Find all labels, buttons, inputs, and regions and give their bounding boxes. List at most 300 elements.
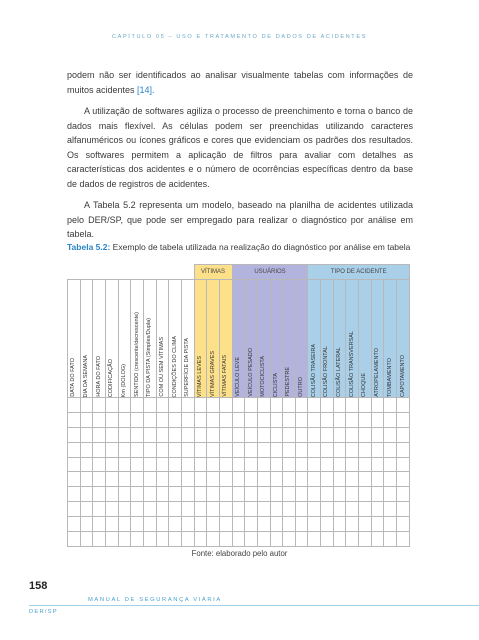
table-cell[interactable] bbox=[156, 398, 169, 413]
table-cell[interactable] bbox=[270, 457, 283, 472]
table-cell[interactable] bbox=[321, 427, 334, 442]
table-cell[interactable] bbox=[169, 412, 182, 427]
table-cell[interactable] bbox=[371, 517, 384, 532]
table-cell[interactable] bbox=[346, 472, 359, 487]
table-cell[interactable] bbox=[169, 487, 182, 502]
table-cell[interactable] bbox=[156, 442, 169, 457]
table-cell[interactable] bbox=[219, 517, 232, 532]
table-cell[interactable] bbox=[68, 517, 81, 532]
table-cell[interactable] bbox=[295, 532, 308, 547]
column-header bbox=[143, 280, 156, 398]
table-cell[interactable] bbox=[245, 472, 258, 487]
table-cell[interactable] bbox=[371, 487, 384, 502]
table-cell[interactable] bbox=[80, 442, 93, 457]
table-cell[interactable] bbox=[232, 412, 245, 427]
table-cell[interactable] bbox=[181, 442, 194, 457]
paragraph-2 bbox=[67, 104, 413, 192]
table-cell[interactable] bbox=[283, 457, 296, 472]
table-cell[interactable] bbox=[283, 517, 296, 532]
table-cell[interactable] bbox=[232, 472, 245, 487]
table-cell[interactable] bbox=[105, 472, 118, 487]
table-cell[interactable] bbox=[118, 517, 131, 532]
table-cell[interactable] bbox=[80, 472, 93, 487]
table-cell[interactable] bbox=[207, 502, 220, 517]
table-cell[interactable] bbox=[143, 532, 156, 547]
table-cell[interactable] bbox=[93, 412, 106, 427]
table-cell[interactable] bbox=[105, 427, 118, 442]
table-cell[interactable] bbox=[143, 442, 156, 457]
table-cell[interactable] bbox=[219, 398, 232, 413]
table-cell[interactable] bbox=[397, 442, 410, 457]
table-cell[interactable] bbox=[93, 502, 106, 517]
table-cell[interactable] bbox=[333, 412, 346, 427]
table-cell[interactable] bbox=[283, 427, 296, 442]
table-cell[interactable] bbox=[333, 398, 346, 413]
table-cell[interactable] bbox=[232, 517, 245, 532]
table-cell[interactable] bbox=[371, 532, 384, 547]
table-cell[interactable] bbox=[359, 457, 372, 472]
table-cell[interactable] bbox=[295, 472, 308, 487]
table-caption-text: Exemplo de tabela utilizada na realização do diagnóstico por análise em tabela bbox=[110, 242, 411, 252]
table-cell[interactable] bbox=[371, 502, 384, 517]
table-cell[interactable] bbox=[308, 502, 321, 517]
table-cell[interactable] bbox=[105, 457, 118, 472]
table-cell[interactable] bbox=[321, 472, 334, 487]
table-cell[interactable] bbox=[68, 427, 81, 442]
table-cell[interactable] bbox=[93, 517, 106, 532]
table-cell[interactable] bbox=[359, 412, 372, 427]
table-cell[interactable] bbox=[156, 487, 169, 502]
table-cell[interactable] bbox=[245, 442, 258, 457]
table-cell[interactable] bbox=[346, 457, 359, 472]
table-cell[interactable] bbox=[131, 457, 144, 472]
table-cell[interactable] bbox=[105, 412, 118, 427]
table-cell[interactable] bbox=[194, 427, 207, 442]
table-cell[interactable] bbox=[346, 412, 359, 427]
table-cell[interactable] bbox=[384, 532, 397, 547]
table-cell[interactable] bbox=[68, 457, 81, 472]
table-cell[interactable] bbox=[93, 472, 106, 487]
column-header-label: COLISÃO FRONTAL bbox=[323, 345, 330, 397]
column-header bbox=[93, 280, 106, 398]
table-cell[interactable] bbox=[257, 532, 270, 547]
table-cell[interactable] bbox=[321, 457, 334, 472]
table-row bbox=[68, 472, 410, 487]
table-cell[interactable] bbox=[181, 412, 194, 427]
table-cell[interactable] bbox=[105, 487, 118, 502]
table-cell[interactable] bbox=[397, 487, 410, 502]
table-cell[interactable] bbox=[143, 487, 156, 502]
table-cell[interactable] bbox=[194, 457, 207, 472]
table-cell[interactable] bbox=[80, 517, 93, 532]
table-cell[interactable] bbox=[80, 487, 93, 502]
table-cell[interactable] bbox=[384, 442, 397, 457]
table-cell[interactable] bbox=[308, 472, 321, 487]
table-cell[interactable] bbox=[333, 517, 346, 532]
table-cell[interactable] bbox=[397, 398, 410, 413]
table-cell[interactable] bbox=[118, 442, 131, 457]
table-cell[interactable] bbox=[308, 442, 321, 457]
table-cell[interactable] bbox=[207, 517, 220, 532]
table-cell[interactable] bbox=[295, 442, 308, 457]
table-cell[interactable] bbox=[333, 442, 346, 457]
table-cell[interactable] bbox=[308, 398, 321, 413]
table-cell[interactable] bbox=[219, 532, 232, 547]
paragraph-1 bbox=[67, 68, 413, 97]
table-cell[interactable] bbox=[131, 472, 144, 487]
table-cell[interactable] bbox=[143, 457, 156, 472]
table-cell[interactable] bbox=[257, 457, 270, 472]
table-cell[interactable] bbox=[131, 502, 144, 517]
table-cell[interactable] bbox=[181, 398, 194, 413]
table-cell[interactable] bbox=[207, 398, 220, 413]
table-cell[interactable] bbox=[68, 412, 81, 427]
table-cell[interactable] bbox=[169, 457, 182, 472]
table-cell[interactable] bbox=[80, 412, 93, 427]
table-cell[interactable] bbox=[257, 487, 270, 502]
table-cell[interactable] bbox=[384, 472, 397, 487]
table-cell[interactable] bbox=[257, 472, 270, 487]
table-cell[interactable] bbox=[371, 442, 384, 457]
table-cell[interactable] bbox=[68, 502, 81, 517]
table-cell[interactable] bbox=[181, 487, 194, 502]
table-cell[interactable] bbox=[308, 532, 321, 547]
table-cell[interactable] bbox=[131, 517, 144, 532]
table-cell[interactable] bbox=[194, 472, 207, 487]
column-header-label: CODIFICAÇÃO bbox=[108, 358, 115, 397]
table-cell[interactable] bbox=[308, 517, 321, 532]
table-cell[interactable] bbox=[245, 517, 258, 532]
table-cell[interactable] bbox=[93, 487, 106, 502]
column-header-label: CONDIÇÕES DO CLIMA bbox=[171, 335, 178, 397]
table-cell[interactable] bbox=[397, 472, 410, 487]
table-cell[interactable] bbox=[384, 502, 397, 517]
table-cell[interactable] bbox=[384, 457, 397, 472]
table-source: Fonte: elaborado pelo autor bbox=[191, 549, 288, 558]
table-cell[interactable] bbox=[397, 517, 410, 532]
table-cell[interactable] bbox=[80, 502, 93, 517]
table-cell[interactable] bbox=[181, 457, 194, 472]
table-cell[interactable] bbox=[219, 502, 232, 517]
table-cell[interactable] bbox=[308, 457, 321, 472]
table-cell[interactable] bbox=[321, 487, 334, 502]
table-cell[interactable] bbox=[257, 412, 270, 427]
table-cell[interactable] bbox=[384, 412, 397, 427]
table-cell[interactable] bbox=[194, 517, 207, 532]
table-cell[interactable] bbox=[384, 427, 397, 442]
table-cell[interactable] bbox=[80, 457, 93, 472]
column-header bbox=[295, 280, 308, 398]
column-header bbox=[333, 280, 346, 398]
table-cell[interactable] bbox=[295, 487, 308, 502]
table-cell[interactable] bbox=[156, 502, 169, 517]
table-cell[interactable] bbox=[333, 502, 346, 517]
table-cell[interactable] bbox=[245, 398, 258, 413]
table-cell[interactable] bbox=[219, 442, 232, 457]
table-cell[interactable] bbox=[156, 532, 169, 547]
table-cell[interactable] bbox=[156, 472, 169, 487]
table-cell[interactable] bbox=[68, 398, 81, 413]
table-cell[interactable] bbox=[93, 442, 106, 457]
table-cell[interactable] bbox=[257, 398, 270, 413]
table-cell[interactable] bbox=[295, 412, 308, 427]
table-cell[interactable] bbox=[346, 517, 359, 532]
column-header bbox=[118, 280, 131, 398]
table-cell[interactable] bbox=[283, 487, 296, 502]
table-cell[interactable] bbox=[321, 532, 334, 547]
table-cell[interactable] bbox=[80, 398, 93, 413]
table-cell[interactable] bbox=[207, 532, 220, 547]
table-cell[interactable] bbox=[308, 487, 321, 502]
table-cell[interactable] bbox=[118, 427, 131, 442]
table-cell[interactable] bbox=[207, 487, 220, 502]
table-cell[interactable] bbox=[245, 502, 258, 517]
table-cell[interactable] bbox=[371, 472, 384, 487]
table-cell[interactable] bbox=[156, 457, 169, 472]
table-cell[interactable] bbox=[181, 427, 194, 442]
table-cell[interactable] bbox=[359, 472, 372, 487]
table-cell[interactable] bbox=[169, 427, 182, 442]
table-cell[interactable] bbox=[371, 457, 384, 472]
table-cell[interactable] bbox=[219, 427, 232, 442]
table-cell[interactable] bbox=[308, 427, 321, 442]
table-cell[interactable] bbox=[194, 412, 207, 427]
table-cell[interactable] bbox=[359, 532, 372, 547]
table-cell[interactable] bbox=[156, 412, 169, 427]
table-cell[interactable] bbox=[397, 502, 410, 517]
table-cell[interactable] bbox=[131, 532, 144, 547]
table-cell[interactable] bbox=[143, 412, 156, 427]
table-cell[interactable] bbox=[371, 412, 384, 427]
table-cell[interactable] bbox=[257, 442, 270, 457]
table-cell[interactable] bbox=[333, 427, 346, 442]
table-row bbox=[68, 442, 410, 457]
group-accident-type: TIPO DE ACIDENTE bbox=[308, 265, 410, 280]
table-cell[interactable] bbox=[181, 472, 194, 487]
table-cell[interactable] bbox=[105, 532, 118, 547]
column-header bbox=[308, 280, 321, 398]
table-cell[interactable] bbox=[207, 442, 220, 457]
table-cell[interactable] bbox=[283, 398, 296, 413]
table-cell[interactable] bbox=[245, 427, 258, 442]
table-cell[interactable] bbox=[169, 442, 182, 457]
table-cell[interactable] bbox=[169, 517, 182, 532]
table-cell[interactable] bbox=[207, 412, 220, 427]
table-cell[interactable] bbox=[384, 398, 397, 413]
table-cell[interactable] bbox=[232, 442, 245, 457]
table-row bbox=[68, 427, 410, 442]
table-cell[interactable] bbox=[295, 502, 308, 517]
table-cell[interactable] bbox=[143, 398, 156, 413]
table-cell[interactable] bbox=[181, 532, 194, 547]
table-cell[interactable] bbox=[118, 472, 131, 487]
table-cell[interactable] bbox=[397, 412, 410, 427]
table-cell[interactable] bbox=[308, 412, 321, 427]
table-cell[interactable] bbox=[232, 427, 245, 442]
table-cell[interactable] bbox=[232, 532, 245, 547]
column-header-label: DATA DO FATO bbox=[70, 358, 77, 397]
table-cell[interactable] bbox=[207, 457, 220, 472]
table-cell[interactable] bbox=[143, 502, 156, 517]
table-cell[interactable] bbox=[169, 472, 182, 487]
table-cell[interactable] bbox=[169, 502, 182, 517]
column-header-label: COLISÃO TRASEIRA bbox=[310, 343, 317, 397]
table-cell[interactable] bbox=[143, 517, 156, 532]
table-cell[interactable] bbox=[219, 487, 232, 502]
column-header-label: VEÍCULO PESADO bbox=[247, 348, 254, 397]
table-cell[interactable] bbox=[207, 472, 220, 487]
table-cell[interactable] bbox=[245, 412, 258, 427]
table-cell[interactable] bbox=[131, 412, 144, 427]
table-cell[interactable] bbox=[93, 457, 106, 472]
column-header bbox=[371, 280, 384, 398]
table-cell[interactable] bbox=[359, 442, 372, 457]
table-cell[interactable] bbox=[194, 487, 207, 502]
table-cell[interactable] bbox=[321, 412, 334, 427]
table-cell[interactable] bbox=[80, 427, 93, 442]
table-cell[interactable] bbox=[346, 442, 359, 457]
column-header bbox=[270, 280, 283, 398]
table-cell[interactable] bbox=[295, 517, 308, 532]
table-cell[interactable] bbox=[359, 517, 372, 532]
table-cell[interactable] bbox=[118, 532, 131, 547]
table-cell[interactable] bbox=[346, 427, 359, 442]
table-cell[interactable] bbox=[194, 502, 207, 517]
table-cell[interactable] bbox=[68, 472, 81, 487]
table-cell[interactable] bbox=[257, 502, 270, 517]
table-cell[interactable] bbox=[321, 502, 334, 517]
table-cell[interactable] bbox=[295, 398, 308, 413]
table-cell[interactable] bbox=[333, 457, 346, 472]
table-cell[interactable] bbox=[384, 487, 397, 502]
table-cell[interactable] bbox=[118, 487, 131, 502]
table-cell[interactable] bbox=[283, 412, 296, 427]
table-cell[interactable] bbox=[93, 398, 106, 413]
table-cell[interactable] bbox=[245, 532, 258, 547]
table-cell[interactable] bbox=[346, 398, 359, 413]
table-cell[interactable] bbox=[283, 472, 296, 487]
table-cell[interactable] bbox=[194, 398, 207, 413]
table-cell[interactable] bbox=[181, 502, 194, 517]
table-cell[interactable] bbox=[207, 427, 220, 442]
table-cell[interactable] bbox=[321, 517, 334, 532]
table-cell[interactable] bbox=[257, 517, 270, 532]
table-cell[interactable] bbox=[371, 427, 384, 442]
table-cell[interactable] bbox=[194, 532, 207, 547]
table-cell[interactable] bbox=[169, 532, 182, 547]
table-cell[interactable] bbox=[384, 517, 397, 532]
table-cell[interactable] bbox=[321, 398, 334, 413]
table-cell[interactable] bbox=[283, 532, 296, 547]
table-cell[interactable] bbox=[245, 457, 258, 472]
table-cell[interactable] bbox=[346, 502, 359, 517]
table-cell[interactable] bbox=[270, 398, 283, 413]
table-cell[interactable] bbox=[68, 487, 81, 502]
table-cell[interactable] bbox=[105, 517, 118, 532]
table-cell[interactable] bbox=[118, 398, 131, 413]
table-cell[interactable] bbox=[181, 517, 194, 532]
table-cell[interactable] bbox=[169, 398, 182, 413]
column-header-label: OUTRO bbox=[298, 377, 305, 397]
table-cell[interactable] bbox=[143, 472, 156, 487]
table-cell[interactable] bbox=[397, 532, 410, 547]
table-cell[interactable] bbox=[295, 427, 308, 442]
table-cell[interactable] bbox=[270, 412, 283, 427]
table-cell[interactable] bbox=[118, 457, 131, 472]
table-cell[interactable] bbox=[333, 487, 346, 502]
column-header bbox=[105, 280, 118, 398]
table-cell[interactable] bbox=[359, 427, 372, 442]
table-cell[interactable] bbox=[219, 472, 232, 487]
table-cell[interactable] bbox=[346, 532, 359, 547]
column-header bbox=[359, 280, 372, 398]
table-cell[interactable] bbox=[232, 487, 245, 502]
table-cell[interactable] bbox=[371, 398, 384, 413]
table-cell[interactable] bbox=[232, 398, 245, 413]
table-cell[interactable] bbox=[194, 442, 207, 457]
table-cell[interactable] bbox=[283, 502, 296, 517]
table-cell[interactable] bbox=[257, 427, 270, 442]
table-cell[interactable] bbox=[131, 427, 144, 442]
table-cell[interactable] bbox=[397, 427, 410, 442]
table-cell[interactable] bbox=[105, 442, 118, 457]
group-blank bbox=[68, 265, 195, 280]
table-cell[interactable] bbox=[346, 487, 359, 502]
table-cell[interactable] bbox=[219, 412, 232, 427]
table-cell[interactable] bbox=[118, 502, 131, 517]
reference-link[interactable]: [14]. bbox=[137, 84, 155, 95]
table-cell[interactable] bbox=[359, 487, 372, 502]
table-cell[interactable] bbox=[359, 502, 372, 517]
table-cell[interactable] bbox=[321, 442, 334, 457]
table-cell[interactable] bbox=[80, 532, 93, 547]
table-cell[interactable] bbox=[156, 427, 169, 442]
column-header-label: VÍTIMAS GRAVES bbox=[209, 350, 216, 397]
table-cell[interactable] bbox=[105, 398, 118, 413]
table-cell[interactable] bbox=[359, 398, 372, 413]
table-cell[interactable] bbox=[295, 457, 308, 472]
table-cell[interactable] bbox=[105, 502, 118, 517]
table-cell[interactable] bbox=[118, 412, 131, 427]
table-cell[interactable] bbox=[131, 398, 144, 413]
table-cell[interactable] bbox=[270, 442, 283, 457]
table-cell[interactable] bbox=[270, 487, 283, 502]
column-header-label: COLISÃO LATERAL bbox=[336, 346, 343, 397]
table-cell[interactable] bbox=[219, 457, 232, 472]
table-cell[interactable] bbox=[270, 427, 283, 442]
table-cell[interactable] bbox=[68, 442, 81, 457]
column-header-label: COM OU SEM VÍTIMAS bbox=[158, 337, 165, 397]
table-cell[interactable] bbox=[232, 457, 245, 472]
table-cell[interactable] bbox=[131, 442, 144, 457]
table-cell[interactable] bbox=[333, 472, 346, 487]
table-cell[interactable] bbox=[156, 517, 169, 532]
table-cell[interactable] bbox=[131, 487, 144, 502]
table-cell[interactable] bbox=[245, 487, 258, 502]
table-cell[interactable] bbox=[333, 532, 346, 547]
table-cell[interactable] bbox=[270, 472, 283, 487]
table-cell[interactable] bbox=[93, 427, 106, 442]
table-cell[interactable] bbox=[270, 532, 283, 547]
table-cell[interactable] bbox=[232, 502, 245, 517]
table-cell[interactable] bbox=[68, 532, 81, 547]
table-cell[interactable] bbox=[143, 427, 156, 442]
table-cell[interactable] bbox=[93, 532, 106, 547]
table-cell[interactable] bbox=[283, 442, 296, 457]
table-cell[interactable] bbox=[270, 502, 283, 517]
table-cell[interactable] bbox=[270, 517, 283, 532]
table-cell[interactable] bbox=[397, 457, 410, 472]
